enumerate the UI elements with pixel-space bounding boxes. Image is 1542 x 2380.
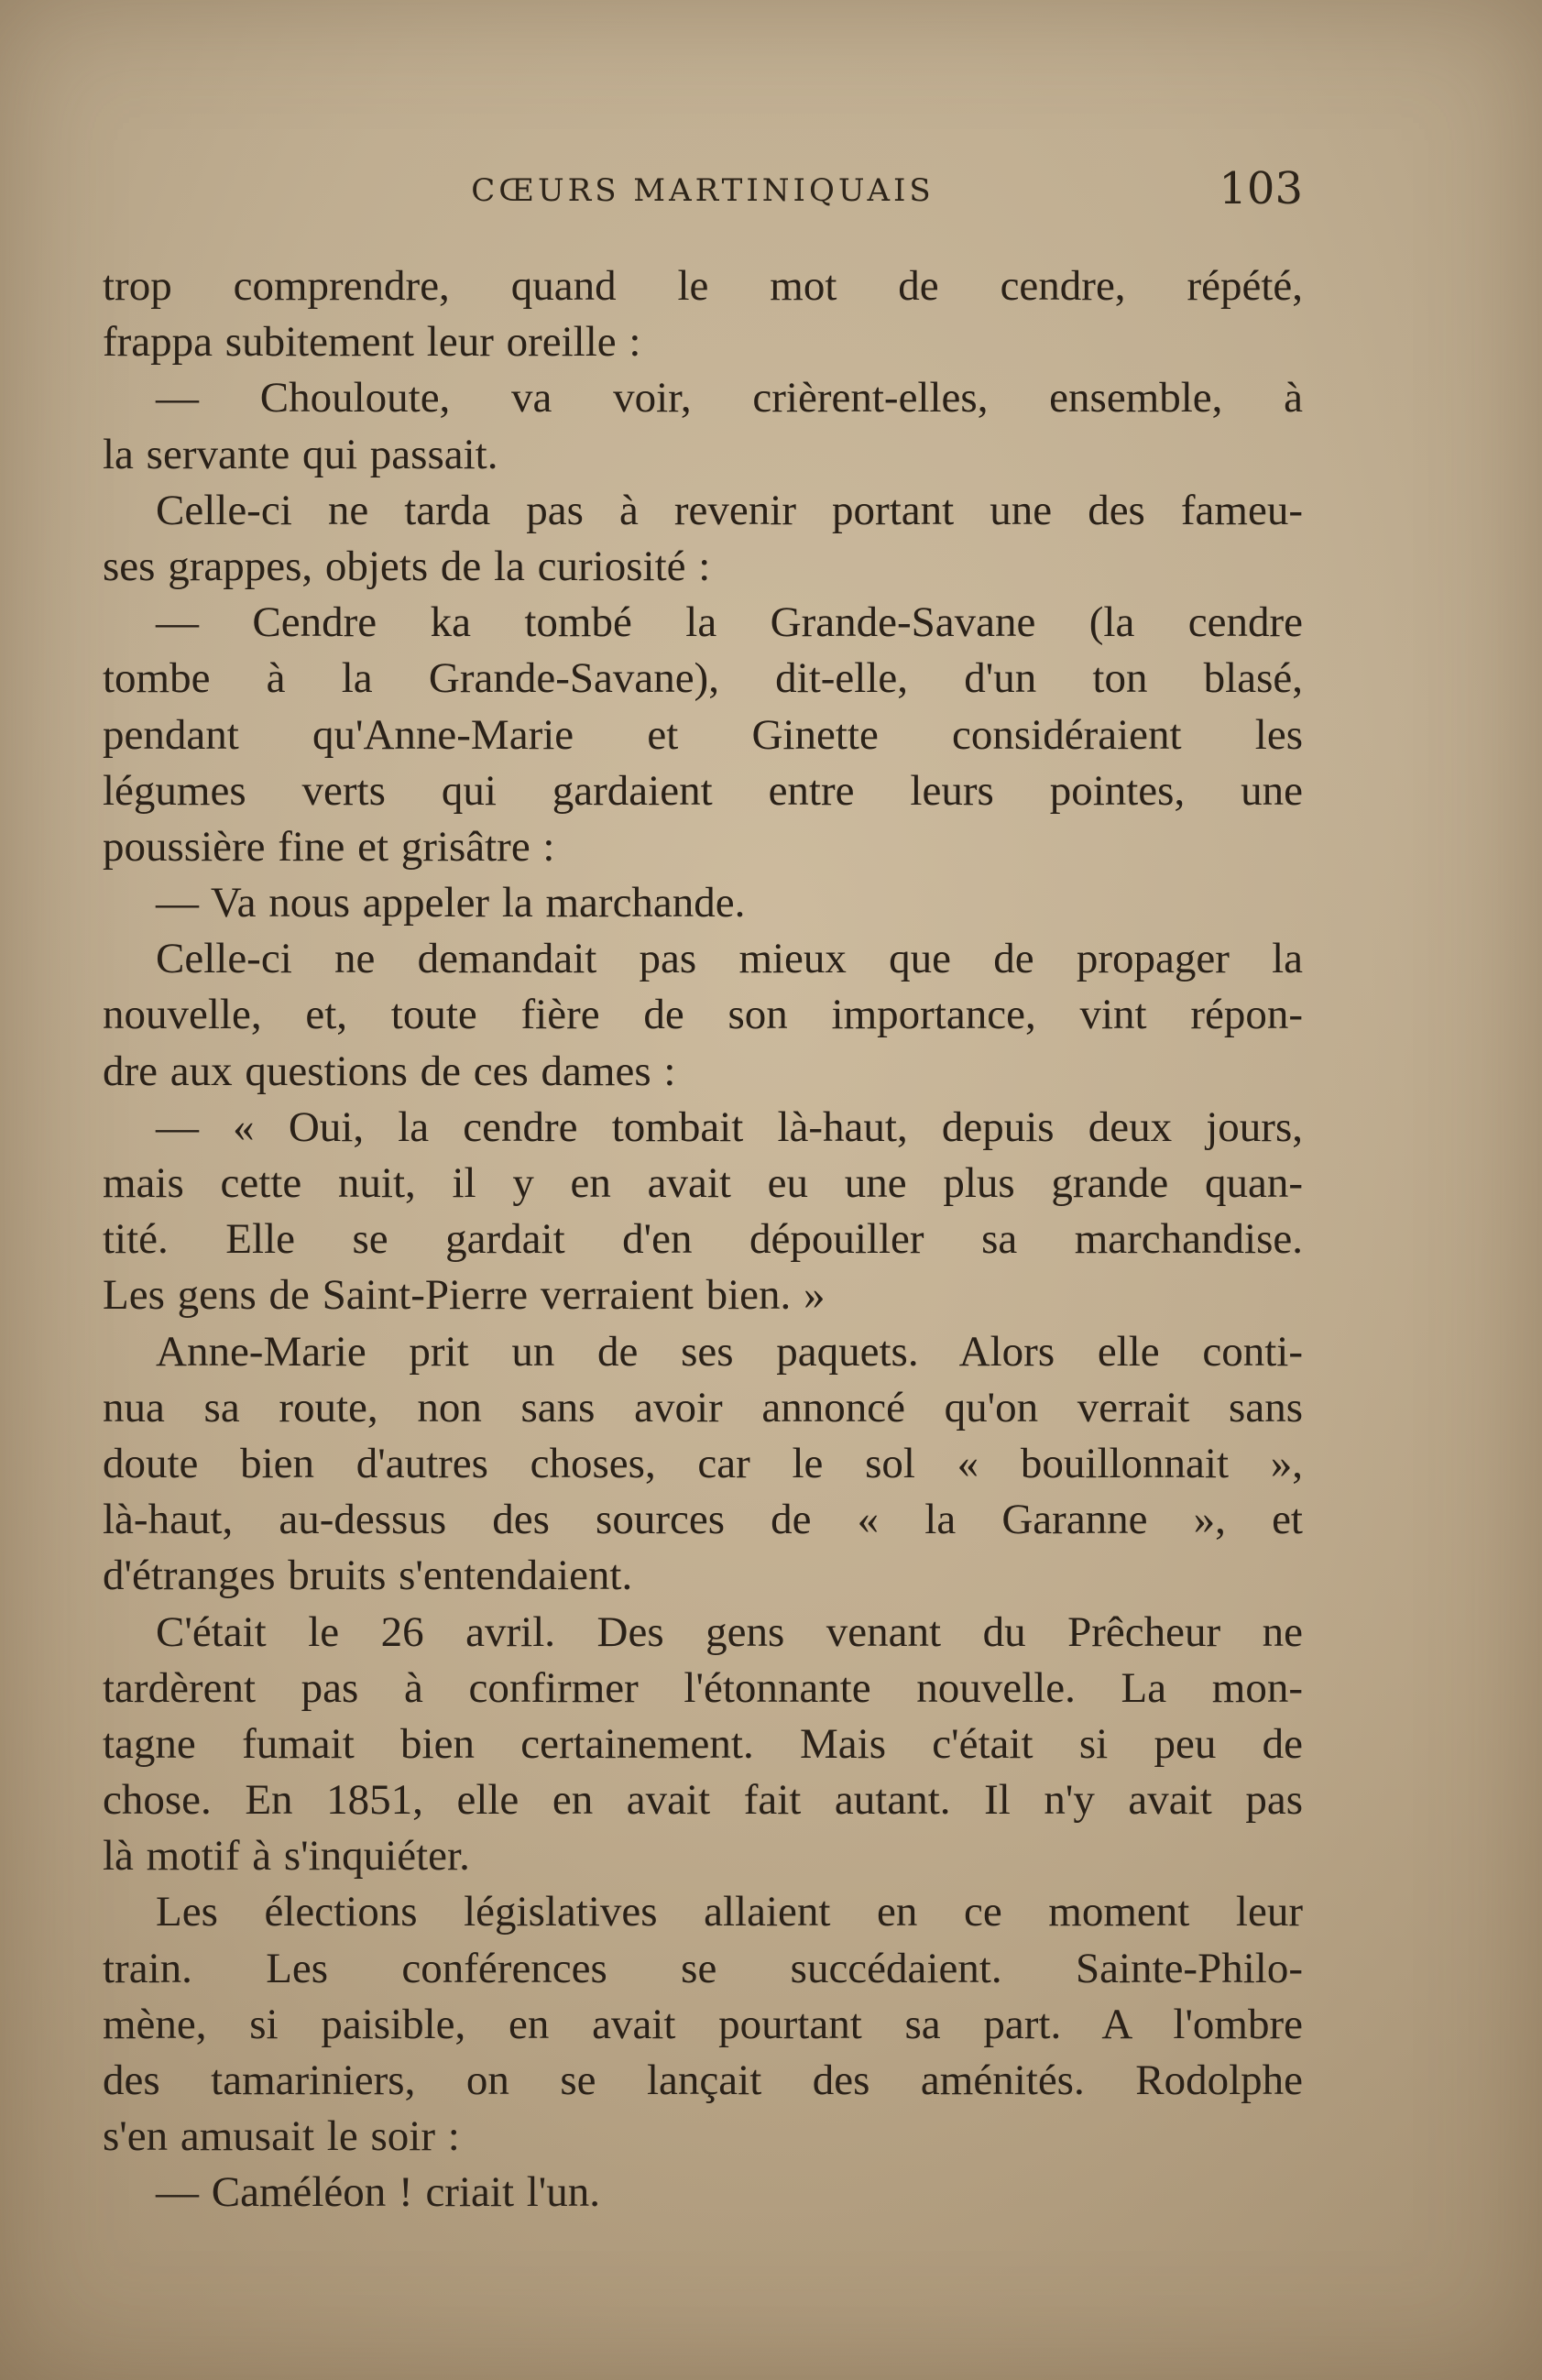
text-line: s'en amusait le soir : [103,2112,460,2161]
text-line: dre aux questions de ces dames : [103,1047,676,1095]
text-line: — Chouloute, va voir, crièrent-elles, ensemble, à [156,374,1303,422]
text-line: poussière fine et grisâtre : [103,822,555,871]
text-line: trop comprendre, quand le mot de cendre, répété, [103,262,1303,310]
text-line: légumes verts qui gardaient entre leurs pointes, une [103,766,1303,815]
text-line: frappa subitement leur oreille : [103,318,641,367]
text-line: pendant qu'Anne-Marie et Ginette considéraient les [103,710,1303,759]
text-line: mais cette nuit, il y en avait eu une plus grande quan- [103,1159,1303,1207]
text-line: Celle-ci ne demandait pas mieux que de propager la [156,935,1303,983]
text-line: Anne-Marie prit un de ses paquets. Alors elle conti- [156,1327,1303,1376]
text-line: — Cendre ka tombé la Grande-Savane (la cendre [156,598,1303,647]
text-line: tagne fumait bien certainement. Mais c'était si peu de [103,1719,1303,1768]
text-line: — Caméléon ! criait l'un. [156,2168,601,2217]
text-line: nouvelle, et, toute fière de son importance, vint répon- [103,991,1303,1039]
text-line: tité. Elle se gardait d'en dépouiller sa marchandise. [103,1215,1303,1264]
text-line: d'étranges bruits s'entendaient. [103,1552,633,1600]
text-line: — « Oui, la cendre tombait là-haut, depuis deux jours, [156,1102,1303,1151]
text-line: — Va nous appeler la marchande. [156,879,746,927]
text-line: C'était le 26 avril. Des gens venant du Prêcheur ne [156,1607,1303,1656]
text-line: tombe à la Grande-Savane), dit-elle, d'un ton blasé, [103,654,1303,703]
text-line: ses grappes, objets de la curiosité : [103,542,711,590]
text-line: tardèrent pas à confirmer l'étonnante nouvelle. La mon- [103,1663,1303,1712]
text-line: train. Les conférences se succédaient. Sainte-Philo- [103,1944,1303,1992]
running-title: CŒURS MARTINIQUAIS [471,172,935,209]
text-line: mène, si paisible, en avait pourtant sa part. A l'ombre [103,2000,1303,2048]
text-line: Les gens de Saint-Pierre verraient bien. » [103,1271,826,1320]
text-line: des tamariniers, on se lançait des aménités. Rodolphe [103,2056,1303,2104]
running-head [103,163,1303,214]
text-line: Les élections législatives allaient en ce moment leur [156,1888,1303,1936]
body-text [103,258,1303,2221]
text-line: là-haut, au-dessus des sources de « la Garanne », et [103,1496,1303,1544]
text-line: la servante qui passait. [103,430,498,478]
text-line: nua sa route, non sans avoir annoncé qu'on verrait sans [103,1383,1303,1431]
text-line: chose. En 1851, elle en avait fait autant. Il n'y avait pas [103,1776,1303,1825]
text-line: doute bien d'autres choses, car le sol « bouillonnait », [103,1439,1303,1487]
text-line: là motif à s'inquiéter. [103,1832,470,1881]
page-number: 103 [1219,163,1303,214]
text-line: Celle-ci ne tarda pas à revenir portant une des fameu- [156,486,1303,534]
